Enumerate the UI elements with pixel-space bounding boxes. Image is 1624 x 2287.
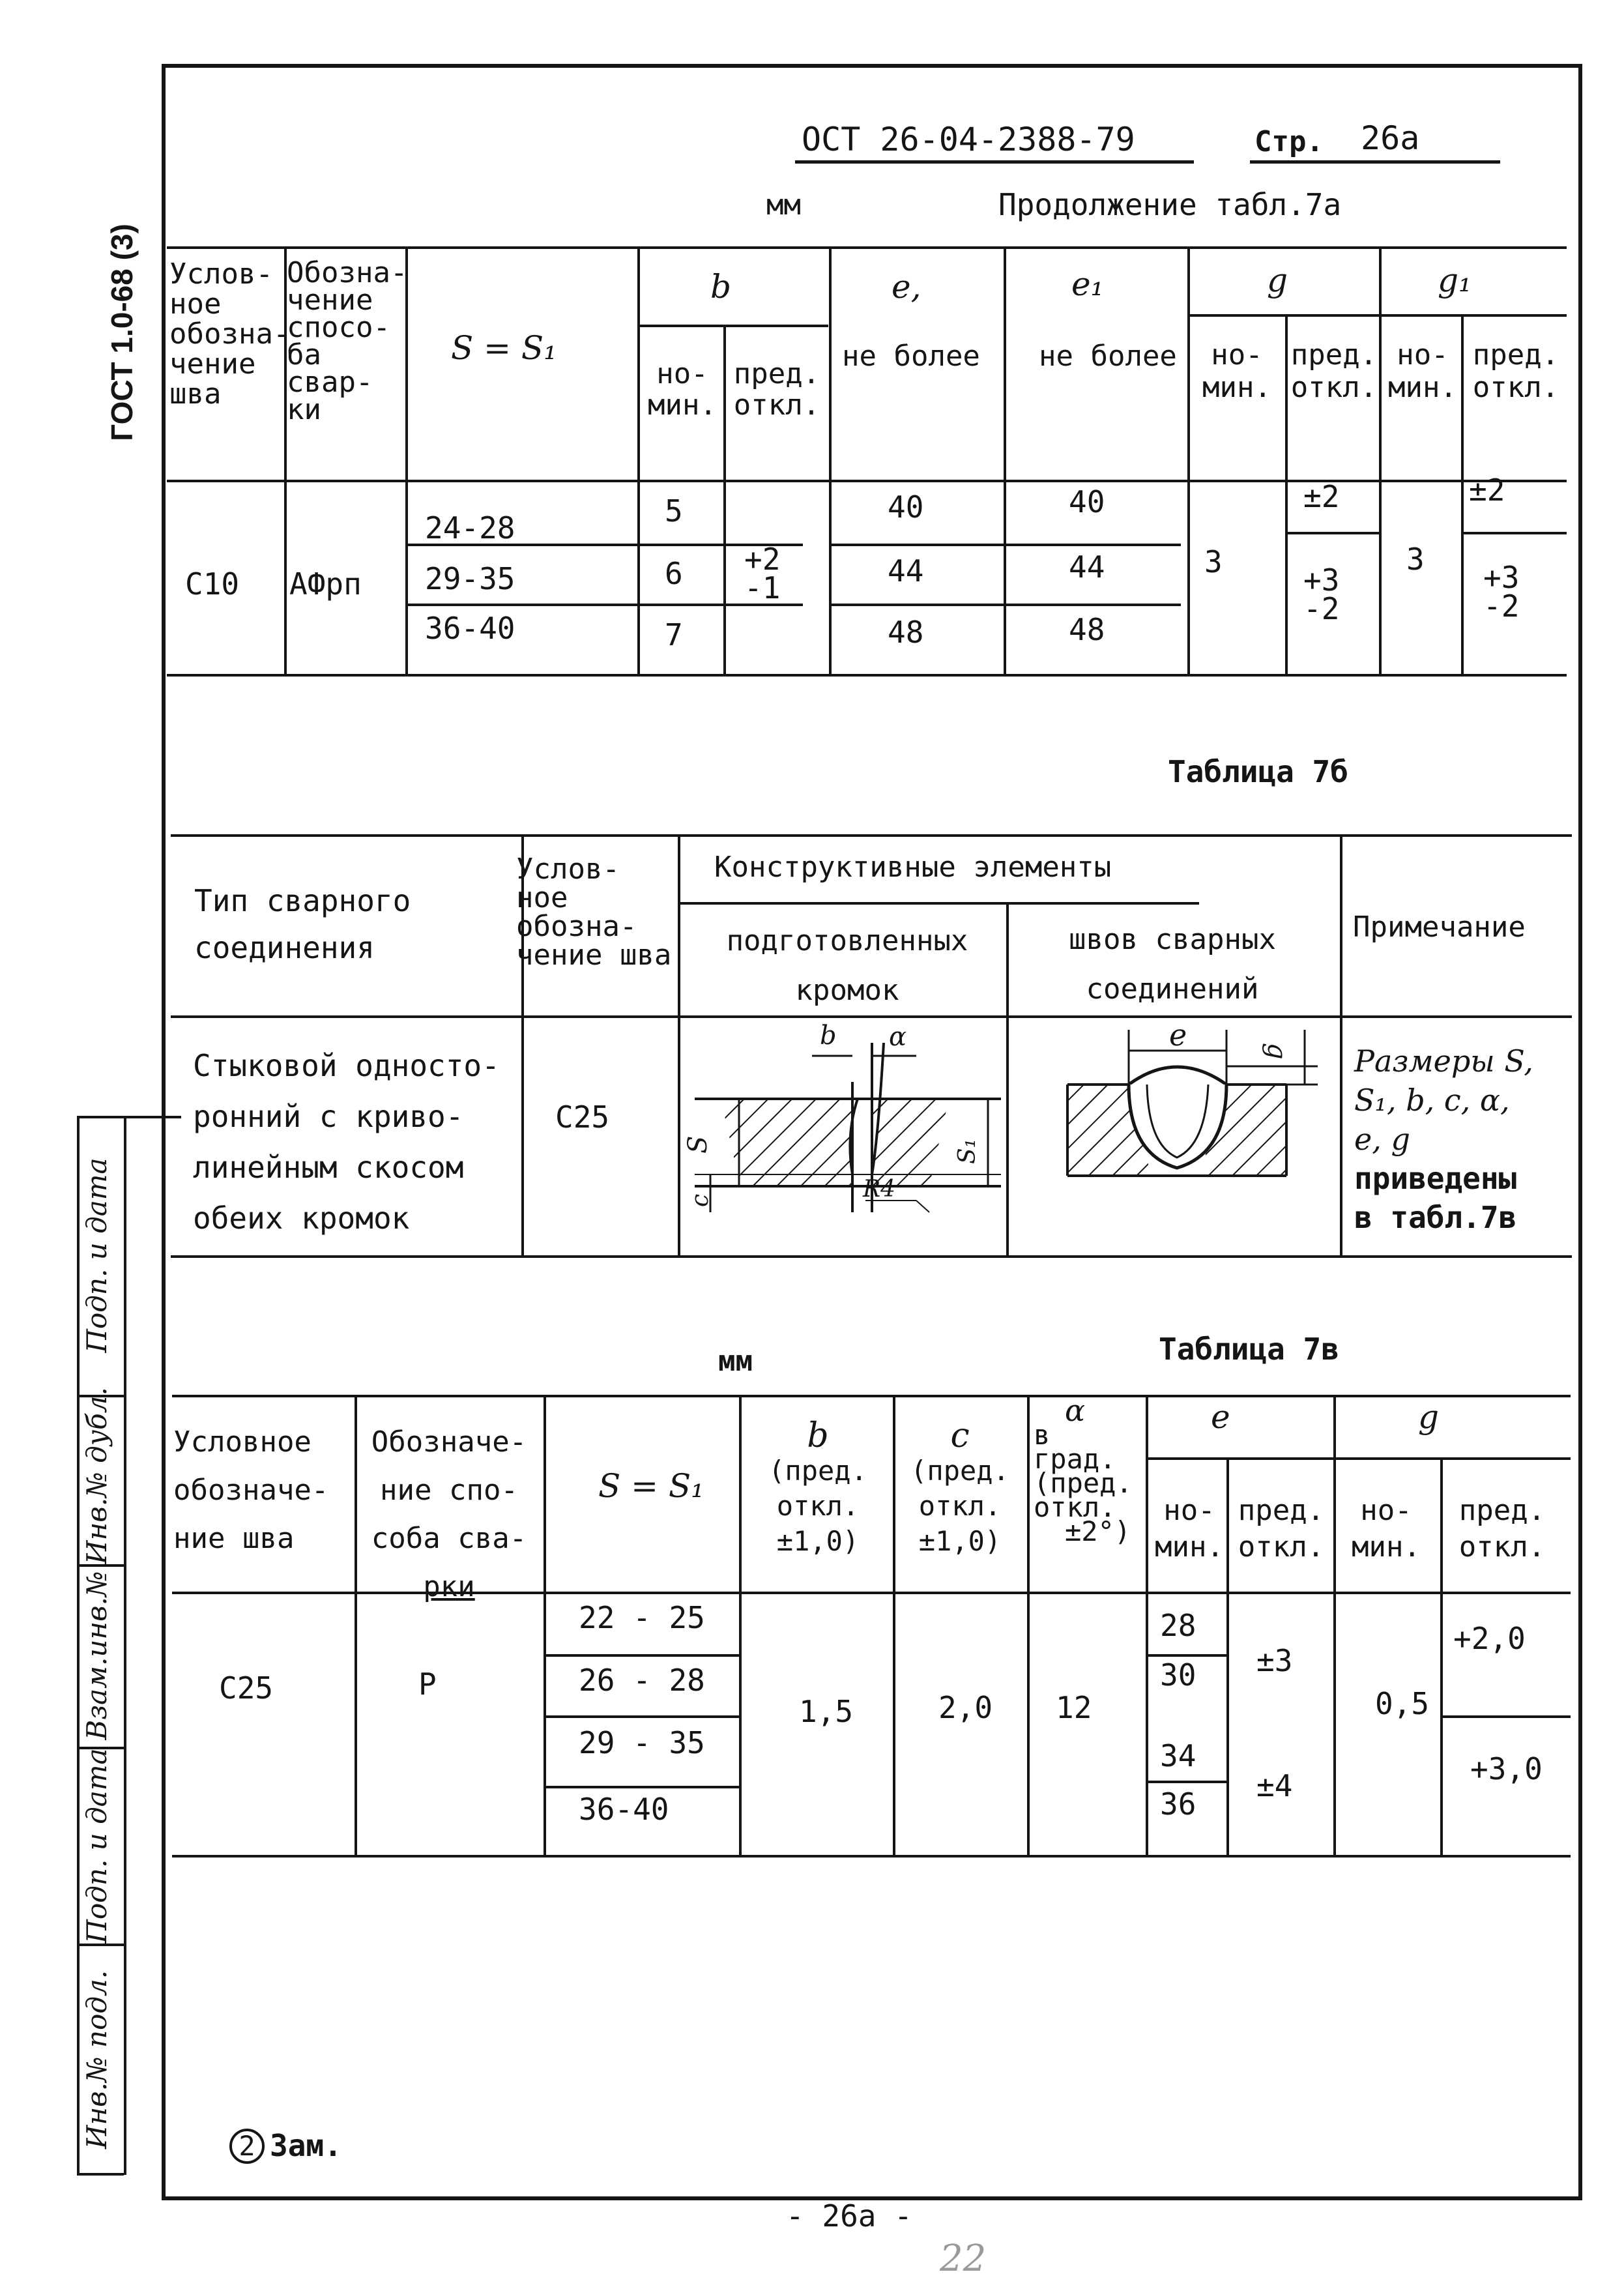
t7b-note: Размеры S, S₁, b, c, α, e, g приведены в табл.7в <box>1354 1043 1533 1235</box>
t7b-code: С25 <box>555 1100 610 1135</box>
table7b-caption: Таблица 7б <box>1168 754 1348 789</box>
t7a-h-g1-nom: но- мин. <box>1388 338 1457 404</box>
t7a-b-nom-1: 5 <box>665 493 683 529</box>
fig1-label-b: b <box>820 1021 837 1051</box>
t7a-code: С10 <box>185 566 240 602</box>
t7a-g-dev-2: +3 <box>1303 562 1340 598</box>
t7v-s-3: 29 - 35 <box>579 1725 705 1760</box>
fig2-label-e: e <box>1169 1017 1187 1053</box>
t7v-h-e-nom: но- мин. <box>1155 1494 1224 1564</box>
t7v-e-nom-1: 28 <box>1160 1608 1196 1643</box>
t7a-g-nom: 3 <box>1204 544 1223 579</box>
handwritten-mark: 22 <box>940 2237 987 2280</box>
t7a-g1-dev-1: ±2 <box>1469 473 1505 508</box>
t7v-c: 2,0 <box>938 1690 993 1725</box>
t7v-h-method: Обозначе- ние спо- соба сва- рки <box>371 1425 527 1603</box>
t7v-b: 1,5 <box>799 1694 854 1729</box>
t7a-e-3: 48 <box>888 615 924 650</box>
t7a-method: АФрп <box>289 566 362 602</box>
t7a-g-dev-1: ±2 <box>1303 479 1340 514</box>
stamp-inv-dubl: Инв.№ дубл. <box>81 1387 113 1564</box>
left-margin-code: ГОСТ 1.0-68 (3) <box>105 224 139 441</box>
t7a-b-nom-2: 6 <box>665 556 683 591</box>
t7a-h-cond: Услов- ное обозна- чение шва <box>169 257 291 411</box>
t7v-code: С25 <box>219 1670 274 1706</box>
t7v-g-dev-1: +2,0 <box>1453 1621 1526 1656</box>
t7a-e1-3: 48 <box>1069 612 1105 647</box>
table7a-caption: Продолжение табл.7а <box>998 187 1342 222</box>
t7a-h-s: S = S₁ <box>451 329 557 367</box>
t7a-b-dev-2: -1 <box>744 570 781 605</box>
doc-code: ОСТ 26-04-2388-79 <box>802 121 1135 158</box>
prepared-edges-drawing <box>682 1017 1008 1258</box>
t7v-alpha: 12 <box>1056 1690 1092 1725</box>
t7a-h-g: g <box>1267 261 1288 299</box>
t7v-h-c: c (пред. откл. ±1,0) <box>910 1416 1009 1557</box>
t7a-h-e1: e₁ <box>1071 265 1104 303</box>
t7b-h-prepared: подготовленных кромок <box>726 924 968 1007</box>
table7v-unit: мм <box>718 1345 753 1378</box>
fig1-label-s: S <box>683 1135 713 1154</box>
t7v-e-nom-3: 34 <box>1160 1738 1196 1773</box>
t7v-e-dev-2: ±4 <box>1256 1768 1293 1803</box>
t7a-h-g-nom: но- мин. <box>1202 338 1271 404</box>
fig1-label-alpha: α <box>889 1022 907 1052</box>
t7a-h-e-max: не более <box>842 340 980 373</box>
t7v-h-cond: Условное обозначе- ние шва <box>173 1425 329 1555</box>
fig1-label-s1: S₁ <box>954 1138 981 1164</box>
t7b-h-welds: швов сварных соединений <box>1069 923 1276 1006</box>
t7a-b-dev-1: +2 <box>744 542 781 577</box>
t7a-e1-1: 40 <box>1069 484 1105 519</box>
t7v-e-nom-2: 30 <box>1160 1657 1196 1693</box>
t7v-h-g: g <box>1418 1398 1440 1436</box>
t7a-h-b-nom: но- мин. <box>648 357 717 422</box>
fig2-label-g: g <box>1262 1043 1292 1060</box>
stamp-inv-podl: Инв.№ подл. <box>81 1970 113 2149</box>
t7b-h-type: Тип сварного соединения <box>194 883 411 965</box>
fig1-label-r4: R4 <box>863 1176 896 1202</box>
t7v-e-dev-1: ±3 <box>1256 1643 1293 1678</box>
t7v-e-nom-4: 36 <box>1160 1786 1196 1822</box>
footnote-text: Зам. <box>270 2128 342 2163</box>
t7v-h-b: b (пред. откл. ±1,0) <box>768 1416 867 1557</box>
t7a-h-e: e, <box>892 268 921 306</box>
table7a-unit: мм <box>766 188 801 222</box>
t7a-g1-dev-3: -2 <box>1483 589 1520 624</box>
table7v-caption: Таблица 7в <box>1159 1332 1339 1367</box>
t7v-h-e-dev: пред. откл. <box>1238 1494 1325 1564</box>
fig1-label-c: c <box>687 1193 714 1207</box>
t7a-h-b: b <box>710 268 732 306</box>
t7a-h-method: Обозна- чение спосо- ба свар- ки <box>287 256 408 426</box>
t7v-s-4: 36-40 <box>579 1792 669 1827</box>
page-label: Стр. <box>1254 125 1324 158</box>
t7v-g-nom: 0,5 <box>1375 1686 1430 1721</box>
t7a-b-nom-3: 7 <box>665 617 683 652</box>
t7b-h-note: Примечание <box>1353 910 1526 944</box>
t7a-g1-dev-2: +3 <box>1483 560 1520 595</box>
t7a-e1-2: 44 <box>1069 549 1105 585</box>
stamp-podp-data-1: Подп. и дата <box>81 1158 113 1353</box>
t7b-h-cond: Услов- ное обозна- чение шва <box>516 852 672 972</box>
page-footer: - 26а - <box>782 2200 916 2232</box>
stamp-podp-data-2: Подп. и дата <box>81 1748 113 1944</box>
stamp-vzam-inv: Взам.инв.№ <box>81 1571 113 1740</box>
t7a-h-g1: g₁ <box>1438 261 1472 299</box>
page-number: 26а <box>1361 119 1420 157</box>
t7a-s-2: 29-35 <box>425 561 515 596</box>
t7v-h-alpha: α в град. (пред. откл. ±2°) <box>1034 1393 1133 1547</box>
t7a-s-1: 24-28 <box>425 510 515 546</box>
t7a-h-b-dev: пред. откл. <box>733 357 820 422</box>
t7v-g-dev-2: +3,0 <box>1470 1751 1543 1786</box>
t7a-s-3: 36-40 <box>425 611 515 646</box>
t7v-h-e: e <box>1211 1398 1230 1436</box>
t7v-method: Р <box>418 1667 437 1702</box>
t7a-h-e1-max: не более <box>1039 340 1177 373</box>
t7v-s-2: 26 - 28 <box>579 1663 705 1698</box>
t7a-g1-nom: 3 <box>1406 542 1425 577</box>
side-stamp <box>77 1116 181 2175</box>
t7a-h-g-dev: пред. откл. <box>1290 338 1378 404</box>
t7a-h-g1-dev: пред. откл. <box>1472 338 1559 404</box>
weld-seam-drawing <box>1031 1017 1324 1186</box>
t7a-e-2: 44 <box>888 553 924 589</box>
t7v-s-1: 22 - 25 <box>579 1600 705 1635</box>
t7a-e-1: 40 <box>888 489 924 525</box>
footnote-number-circle: 2 <box>229 2129 265 2164</box>
t7v-h-g-nom: но- мин. <box>1352 1494 1421 1564</box>
t7b-type: Стыковой односто- ронний с криво- линейным скосом обеих кромок <box>193 1048 500 1236</box>
t7v-h-g-dev: пред. откл. <box>1458 1494 1546 1564</box>
t7b-h-elements: Конструктивные элементы <box>714 851 1112 884</box>
t7v-h-s: S = S₁ <box>598 1467 704 1505</box>
t7a-g-dev-3: -2 <box>1303 591 1340 626</box>
